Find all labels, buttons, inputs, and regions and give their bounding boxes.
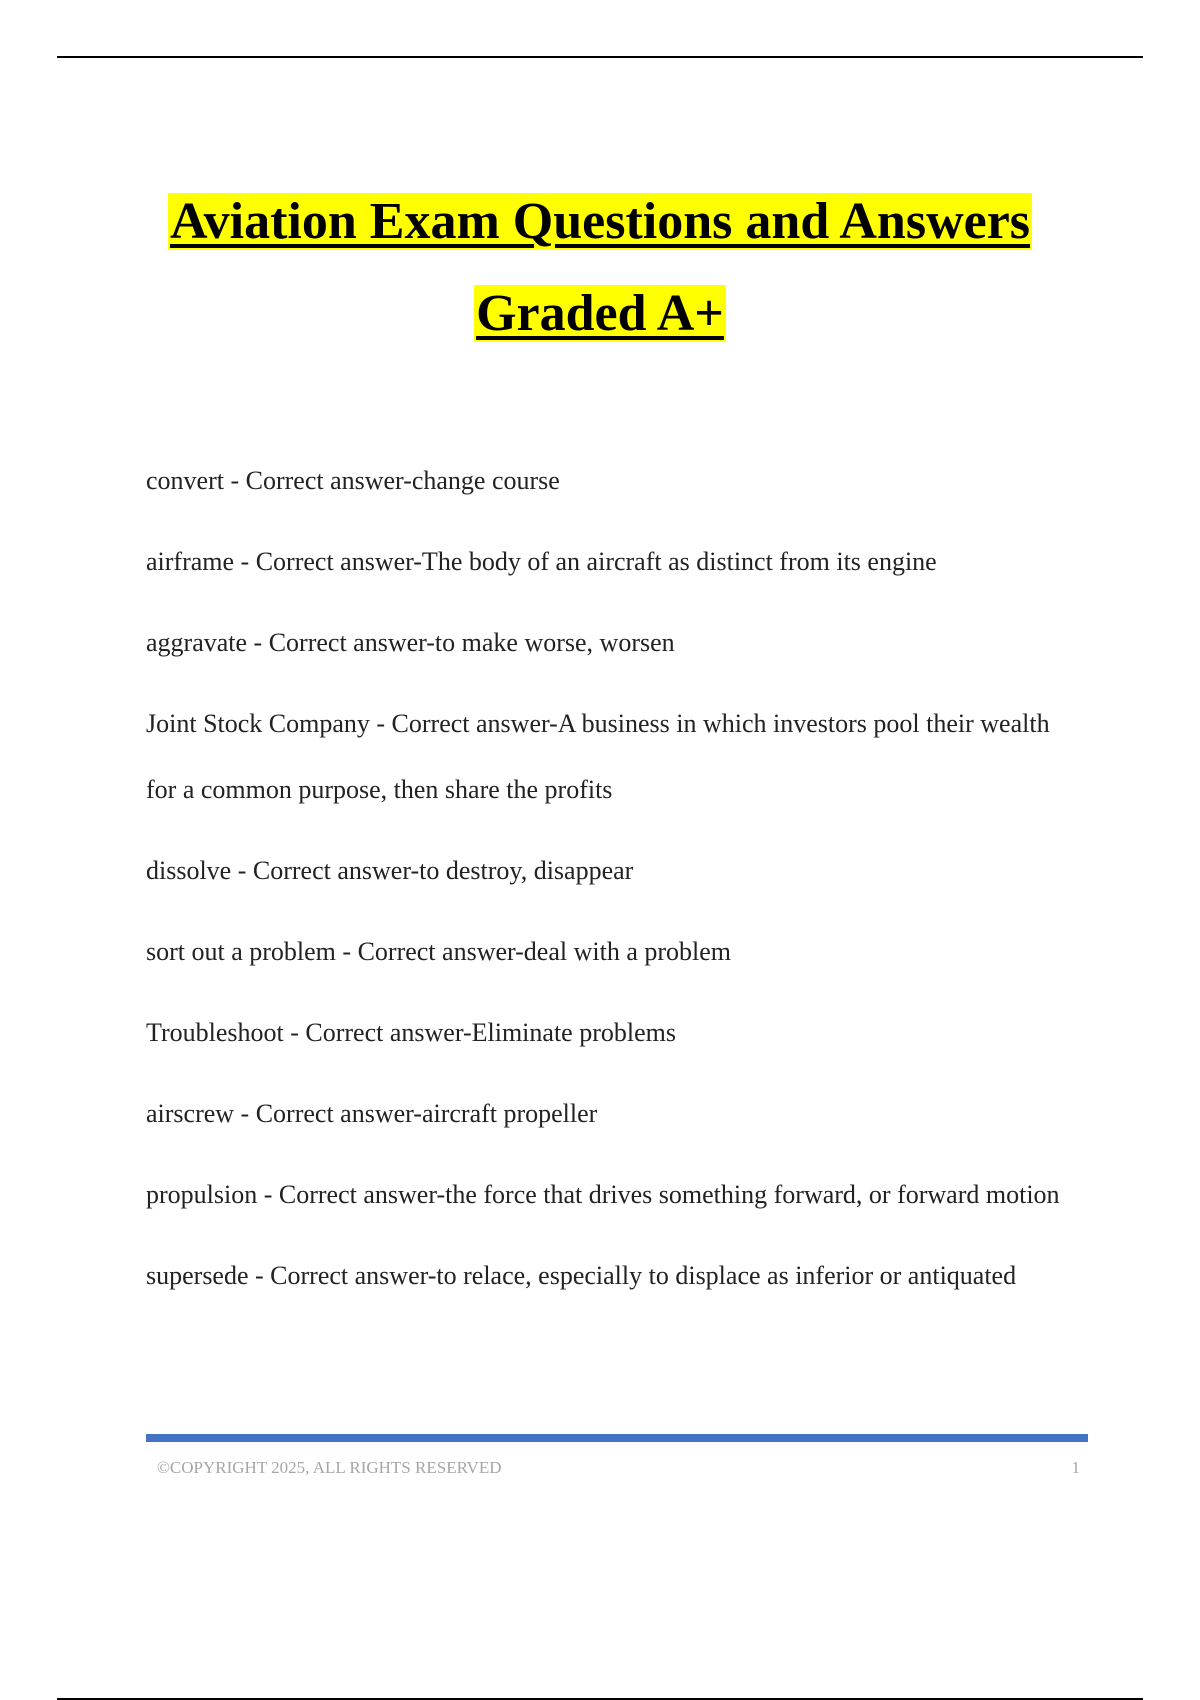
qa-item-supersede: supersede - Correct answer-to relace, especially to displace as inferior or antiquated <box>146 1261 1017 1290</box>
qa-item-propulsion: propulsion - Correct answer-the force that drives something forward, or forward motion <box>146 1180 1060 1209</box>
title-line-2 <box>0 268 1200 360</box>
qa-item-aggravate: aggravate - Correct answer-to make worse, worsen <box>146 628 675 657</box>
qa-item-joint-stock-company: Joint Stock Company - Correct answer-A business in which investors pool their wealth for a common purpose, then share the profits <box>146 709 1050 804</box>
top-rule <box>57 56 1143 58</box>
footer-copyright: ©COPYRIGHT 2025, ALL RIGHTS RESERVED <box>157 1458 502 1477</box>
qa-item-sort-out-a-problem: sort out a problem - Correct answer-deal with a problem <box>146 937 732 966</box>
title-text-2: Graded A+ <box>476 285 724 342</box>
title-line-1 <box>0 176 1200 268</box>
qa-list <box>146 448 1066 1324</box>
qa-item-dissolve: dissolve - Correct answer-to destroy, disappear <box>146 856 634 885</box>
qa-item-airscrew: airscrew - Correct answer-aircraft propeller <box>146 1099 598 1128</box>
qa-item-airframe: airframe - Correct answer-The body of an aircraft as distinct from its engine <box>146 547 937 576</box>
footer-bar <box>146 1434 1088 1442</box>
qa-item-troubleshoot: Troubleshoot - Correct answer-Eliminate problems <box>146 1018 676 1047</box>
qa-item-convert: convert - Correct answer-change course <box>146 466 560 495</box>
page-number: 1 <box>1071 1458 1080 1477</box>
document-title <box>0 176 1200 360</box>
title-text-1: Aviation Exam Questions and Answers <box>169 193 1031 250</box>
